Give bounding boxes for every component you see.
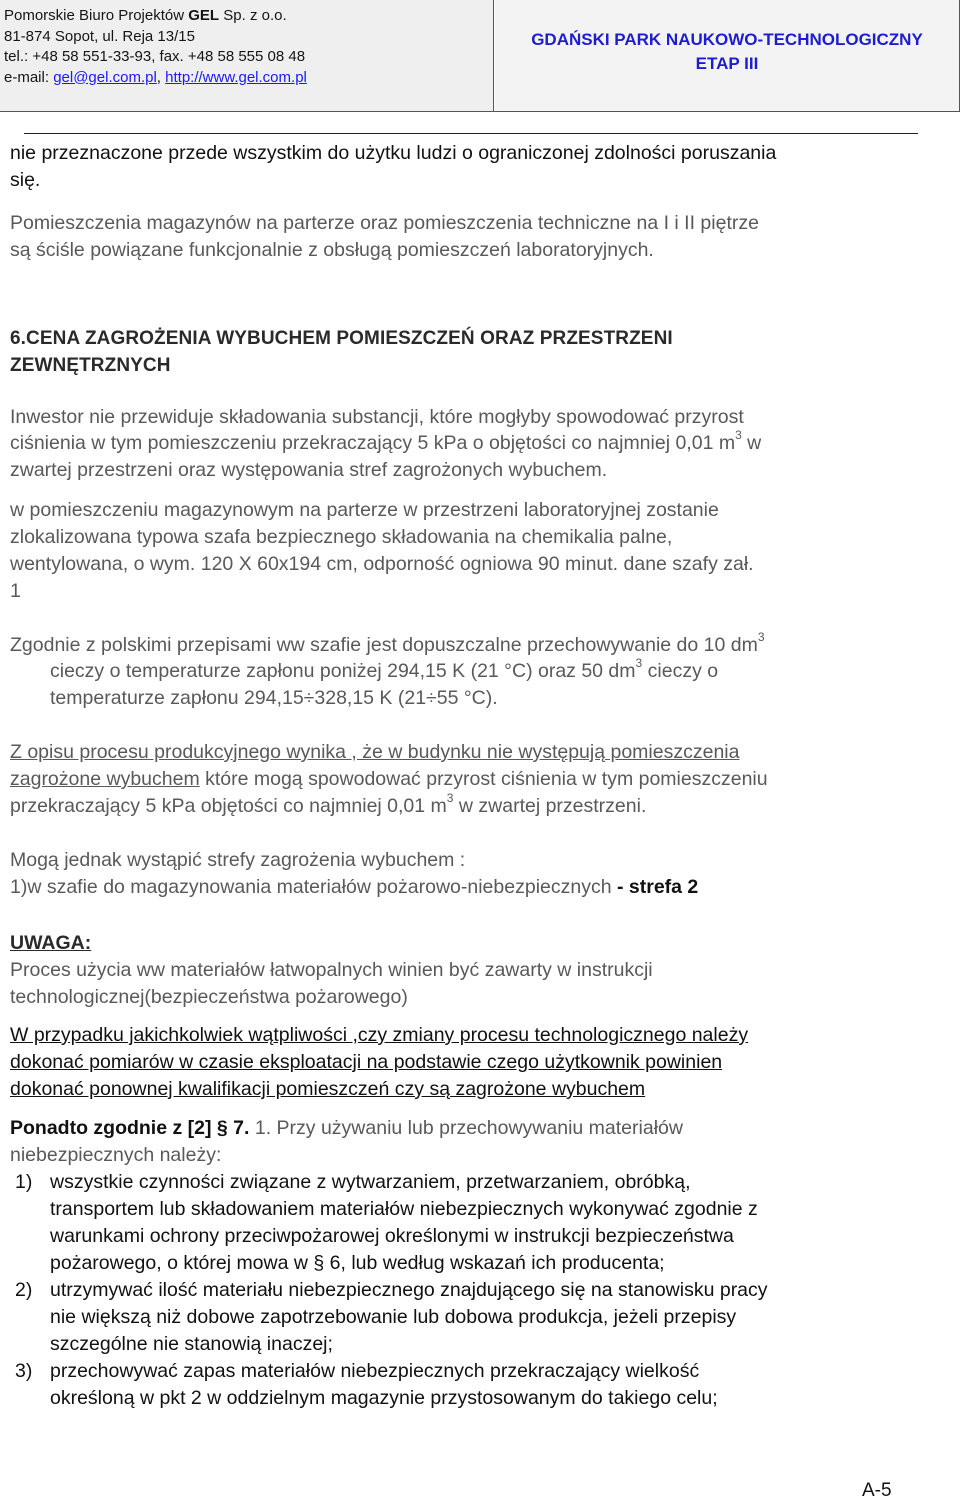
website-link[interactable]: http://www.gel.com.pl — [165, 68, 307, 86]
warning-line-2: technologicznej(bezpieczeństwa pożarowego) — [10, 986, 408, 1008]
regulations-line-1 — [10, 629, 765, 658]
regulations-line-1-sup: 3 — [757, 629, 765, 644]
storage-line-3: wentylowana, o wym. 120 X 60x194 cm, odporność ogniowa 90 minut. dane szafy zał. — [10, 553, 754, 575]
zones-line-1: Mogą jednak wystąpić strefy zagrożenia wybuchem : — [10, 849, 466, 871]
investor-line-2-sup: 3 — [735, 427, 742, 442]
list-item-2-number: 2) — [15, 1279, 33, 1301]
regulations-line-2-text: cieczy o temperaturze zapłonu poniżej 294,15 K (21 °C) oraz 50 dm — [50, 660, 636, 682]
regulations-line-3: temperaturze zapłonu 294,15÷328,15 K (21÷55 °C). — [50, 687, 498, 709]
process-line-2-underlined: zagrożone wybuchem — [10, 768, 200, 790]
contact-separator: , — [156, 68, 161, 86]
project-title: GDAŃSKI PARK NAUKOWO-TECHNOLOGICZNY — [531, 30, 923, 49]
zones-line-2-text: 1)w szafie do magazynowania materiałów pożarowo-niebezpiecznych — [10, 876, 617, 898]
project-stage: ETAP III — [695, 54, 759, 73]
company-phone: tel.: +48 58 551-33-93, fax. +48 58 555 08 48 — [4, 48, 306, 65]
regulations-line-2-sup: 3 — [635, 655, 643, 670]
notice-line-1: W przypadku jakichkolwiek wątpliwości ,czy zmiany procesu technologicznego należy — [10, 1024, 749, 1046]
page-number: A-5 — [862, 1480, 892, 1501]
section-heading-line-2: ZEWNĘTRZNYCH — [10, 355, 171, 376]
moreover-line-1 — [10, 1115, 683, 1141]
storage-line-4: 1 — [10, 580, 21, 602]
warning-line-1: Proces użycia ww materiałów łatwopalnych winien być zawarty w instrukcji — [10, 959, 653, 981]
company-name: Pomorskie Biuro Projektów — [4, 7, 185, 24]
zones-line-2 — [10, 874, 698, 900]
investor-line-1: Inwestor nie przewiduje składowania substancji, które mogłyby spowodować przyrost — [10, 406, 744, 428]
intro-line-1: nie przeznaczone przede wszystkim do użytku ludzi o ograniczonej zdolności poruszania — [10, 142, 777, 164]
list-item-3-line-1: przechowywać zapas materiałów niebezpiecznych przekraczający wielkość — [50, 1360, 700, 1382]
moreover-text: 1. Przy używaniu lub przechowywaniu materiałów — [249, 1117, 683, 1139]
intro-line-2: się. — [10, 169, 41, 191]
list-item-1-line-4: pożarowego, o której mowa w § 6, lub według wskazań ich producenta; — [50, 1252, 665, 1274]
company-contact-line — [4, 68, 493, 89]
process-line-3 — [10, 790, 647, 819]
regulations-line-2 — [50, 655, 719, 684]
notice-line-2: dokonać pomiarów w czasie eksploatacji na podstawie czego użytkownik powinien — [10, 1051, 723, 1073]
storage-line-1: w pomieszczeniu magazynowym na parterze w przestrzeni laboratoryjnej zostanie — [10, 499, 719, 521]
list-item-3-number: 3) — [15, 1360, 33, 1382]
process-line-1: Z opisu procesu produkcyjnego wynika , że w budynku nie występują pomieszczenia — [10, 741, 740, 763]
list-item-2-line-2: nie większą niż dobowe zapotrzebowanie lub dobowa produkcja, jeżeli przepisy — [50, 1306, 737, 1328]
investor-line-2-end: w — [741, 432, 762, 454]
company-name-line — [4, 6, 493, 27]
moreover-line-2: niebezpiecznych należy: — [10, 1144, 222, 1166]
section-heading-line-1: 6.CENA ZAGROŻENIA WYBUCHEM POMIESZCZEŃ ORAZ PRZESTRZENI — [10, 328, 673, 349]
process-line-3-sup: 3 — [446, 790, 454, 805]
company-suffix: Sp. z o.o. — [223, 7, 287, 24]
project-info — [495, 0, 959, 111]
intro-line-4: są ściśle powiązane funkcjonalnie z obsługą pomieszczeń laboratoryjnych. — [10, 239, 654, 261]
document-header — [0, 0, 960, 112]
regulations-line-1-text: Zgodnie z polskimi przepisami ww szafie jest dopuszczalne przechowywanie do 10 dm — [10, 634, 758, 656]
company-address: 81-874 Sopot, ul. Reja 13/15 — [4, 27, 195, 45]
intro-line-3: Pomieszczenia magazynów na parterze oraz pomieszczenia techniczne na I i II piętrze — [10, 212, 759, 234]
list-item-2-line-1: utrzymywać ilość materiału niebezpiecznego znajdującego się na stanowisku pracy — [50, 1279, 768, 1301]
list-item-1-line-1: wszystkie czynności związane z wytwarzaniem, przetwarzaniem, obróbką, — [50, 1171, 691, 1193]
investor-line-2 — [10, 427, 762, 456]
moreover-reference: Ponadto zgodnie z [2] § 7. — [10, 1117, 250, 1139]
header-divider — [24, 133, 918, 134]
process-line-2-text: które mogą spowodować przyrost ciśnienia w tym pomieszczeniu — [199, 768, 768, 790]
list-item-1-line-3: warunkami ochrony przeciwpożarowej określonymi w instrukcji bezpieczeństwa — [50, 1225, 734, 1247]
investor-line-3: zwartej przestrzeni oraz występowania stref zagrożonych wybuchem. — [10, 459, 608, 481]
process-line-3-text: przekraczający 5 kPa objętości co najmniej 0,01 m — [10, 795, 447, 817]
email-label: e-mail: — [4, 68, 50, 86]
zone-classification: - strefa 2 — [616, 876, 699, 898]
email-link[interactable]: gel@gel.com.pl — [53, 68, 157, 86]
process-line-2 — [10, 766, 768, 792]
list-item-1-line-2: transportem lub składowaniem materiałów niebezpiecznych wykonywać zgodnie z — [50, 1198, 758, 1220]
process-line-3-end: w zwartej przestrzeni. — [453, 795, 647, 817]
warning-title: UWAGA: — [10, 932, 92, 954]
storage-line-2: zlokalizowana typowa szafa bezpiecznego składowania na chemikalia palne, — [10, 526, 673, 548]
list-item-2-line-3: szczególne nie stanowią inaczej; — [50, 1333, 333, 1355]
notice-line-3: dokonać ponownej kwalifikacji pomieszczeń czy są zagrożone wybuchem — [10, 1078, 646, 1100]
company-info — [0, 0, 494, 111]
list-item-3-line-2: określoną w pkt 2 w oddzielnym magazynie przystosowanym do takiego celu; — [50, 1387, 718, 1409]
regulations-line-2-end: cieczy o — [642, 660, 719, 682]
investor-line-2-text: ciśnienia w tym pomieszczeniu przekraczający 5 kPa o objętości co najmniej 0,01 m — [10, 432, 736, 454]
list-item-1-number: 1) — [15, 1171, 33, 1193]
company-brand: GEL — [188, 7, 220, 24]
